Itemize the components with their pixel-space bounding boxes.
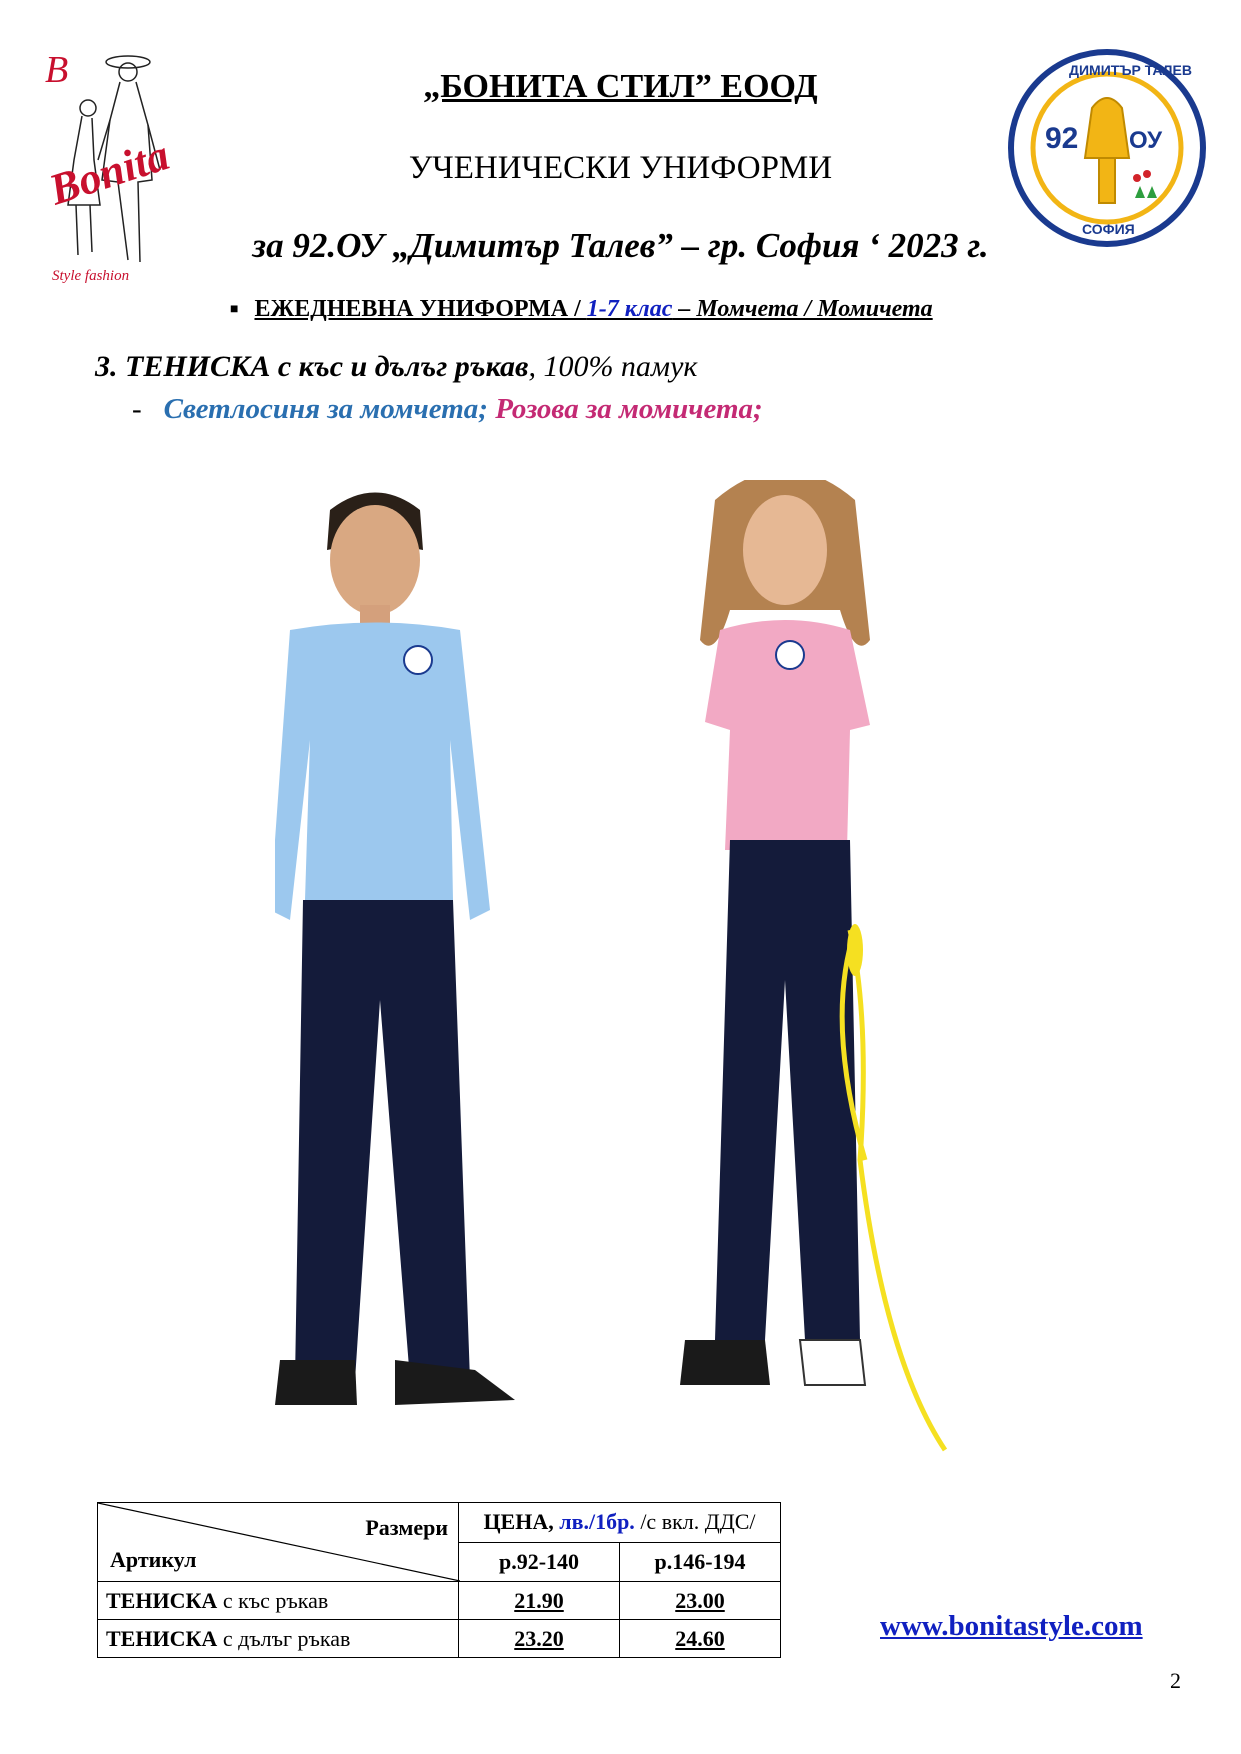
price-header [459, 1503, 781, 1543]
uniform-label: ЕЖЕДНЕВНА УНИФОРМА / [254, 296, 587, 322]
svg-text:ОУ: ОУ [1129, 127, 1162, 154]
sizes-label: Размери [365, 1515, 448, 1540]
svg-text:СОФИЯ: СОФИЯ [1082, 221, 1135, 237]
uniform-gender: – Момчета / Момичета [672, 296, 933, 322]
item-material: , 100% памук [528, 350, 698, 383]
company-name: „БОНИТА СТИЛ” ЕООД [423, 68, 818, 105]
article-bold: ТЕНИСКА [106, 1625, 218, 1651]
article-name [98, 1620, 459, 1658]
document-subtitle: УЧЕНИЧЕСКИ УНИФОРМИ [408, 150, 833, 186]
product-photo [275, 480, 1035, 1470]
price-unit: лв./1бр. [559, 1509, 635, 1535]
article-label: Артикул [110, 1547, 197, 1572]
table-header-row [98, 1503, 781, 1543]
item-heading [95, 350, 697, 384]
price-vat: /с вкл. ДДС/ [634, 1509, 756, 1535]
svg-text:Style fashion: Style fashion [52, 268, 130, 284]
table-row [98, 1620, 781, 1658]
svg-text:92: 92 [1045, 122, 1079, 155]
article-rest: с дълъг ръкав [217, 1625, 351, 1651]
size-range-large: р.146-194 [620, 1542, 781, 1582]
girls-color: Розова за момичета [495, 393, 754, 425]
color-options [132, 393, 763, 426]
svg-text:Bonita: Bonita [43, 130, 175, 215]
separator: ; [478, 393, 488, 425]
item-number: 3. [95, 350, 118, 383]
school-logo [1007, 48, 1207, 248]
uniform-category [230, 296, 933, 323]
price-cell: 23.20 [459, 1620, 620, 1658]
price-cell: 24.60 [620, 1620, 781, 1658]
school-title: за 92.ОУ „Димитър Талев” – гр. София ‘ 2023 г. [252, 226, 989, 265]
dash-icon: - [132, 393, 142, 425]
price-cell: 21.90 [459, 1582, 620, 1620]
girl-model [680, 480, 945, 1450]
article-name [98, 1582, 459, 1620]
uniform-classes: 1-7 клас [586, 296, 673, 322]
svg-text:B: B [45, 49, 69, 91]
website-link[interactable]: www.bonitastyle.com [880, 1610, 1143, 1642]
boys-color: Светлосиня за момчета [163, 393, 479, 425]
svg-text:ДИМИТЪР ТАЛЕВ: ДИМИТЪР ТАЛЕВ [1069, 62, 1192, 78]
size-range-small: р.92-140 [459, 1542, 620, 1582]
page-number: 2 [1170, 1668, 1181, 1693]
header-corner-cell [98, 1503, 459, 1582]
article-rest: с къс ръкав [217, 1587, 329, 1613]
price-table [97, 1502, 781, 1658]
table-row [98, 1582, 781, 1620]
article-bold: ТЕНИСКА [106, 1587, 218, 1613]
boy-model [275, 493, 515, 1406]
price-cell: 23.00 [620, 1582, 781, 1620]
item-name: ТЕНИСКА с къс и дълъг ръкав [125, 350, 529, 383]
bullet-icon: ■ [230, 302, 239, 318]
price-label: ЦЕНА, [483, 1509, 560, 1535]
separator: ; [753, 393, 763, 425]
